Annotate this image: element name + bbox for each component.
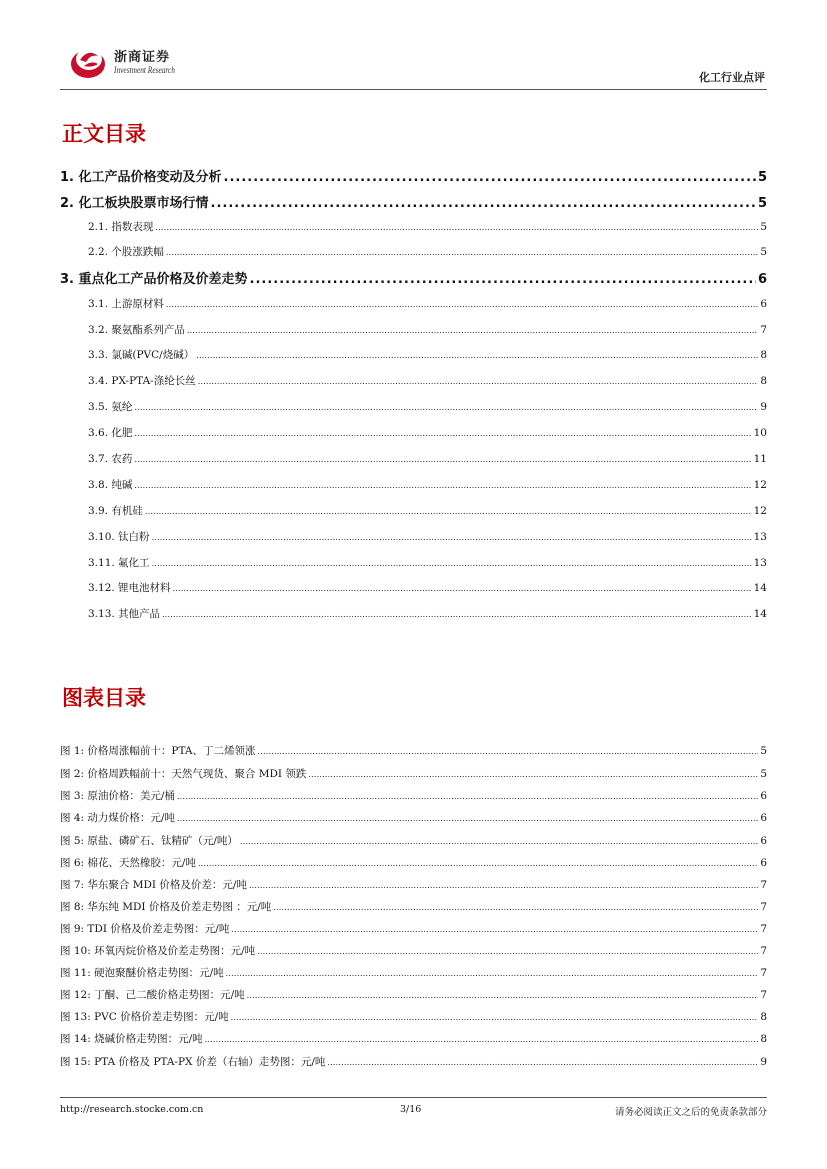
figure-entry[interactable]: 图 6: 棉花、天然橡胶：元/吨 ..... 6	[60, 855, 767, 870]
toc-entry[interactable]: 2.1. 指数表现 ..... 5	[88, 219, 767, 234]
toc-entry[interactable]: 3.4. PX-PTA-涤纶长丝 ..... 8	[88, 373, 767, 388]
figure-entry[interactable]: 图 3: 原油价格：美元/桶 ..... 6	[60, 788, 767, 803]
toc-entry[interactable]: 3.3. 氯碱(PVC/烧碱） ..... 8	[88, 347, 767, 362]
figure-entry[interactable]: 图 8: 华东纯 MDI 价格及价差走势图 ：元/吨 ..... 7	[60, 899, 767, 914]
toc-entry[interactable]: 1. 化工产品价格变动及分析 ..... 5	[60, 166, 767, 185]
toc-entry[interactable]: 3.10. 钛白粉 ..... 13	[88, 529, 767, 544]
report-type: 化工行业点评	[699, 71, 765, 84]
toc-entry[interactable]: 3. 重点化工产品价格及价差走势 ..... 6	[60, 268, 767, 287]
toc-entry[interactable]: 3.12. 锂电池材料 ..... 14	[88, 580, 767, 595]
figure-entry[interactable]: 图 1: 价格周涨幅前十：PTA、丁二烯领涨 ..... 5	[60, 743, 767, 758]
toc-entry[interactable]: 3.7. 农药 ..... 11	[88, 451, 767, 466]
toc-entry[interactable]: 3.5. 氨纶 ..... 9	[88, 399, 767, 414]
company-logo-icon	[68, 42, 108, 82]
toc-entry[interactable]: 3.2. 聚氨酯系列产品 ..... 7	[88, 322, 767, 337]
page-footer	[60, 1097, 767, 1127]
figure-entry[interactable]: 图 11: 硬泡聚醚价格走势图：元/吨 ..... 7	[60, 965, 767, 980]
figure-entry[interactable]: 图 4: 动力煤价格：元/吨 ..... 6	[60, 810, 767, 825]
figure-entry[interactable]: 图 15: PTA 价格及 PTA-PX 价差（右轴）走势图：元/吨 ..... 9	[60, 1054, 767, 1069]
figure-entry[interactable]: 图 12: 丁酮、己二酸价格走势图：元/吨 ..... 7	[60, 987, 767, 1002]
toc-entry[interactable]: 3.6. 化肥 ..... 10	[88, 425, 767, 440]
toc-entry[interactable]: 3.8. 纯碱 ..... 12	[88, 477, 767, 492]
company-name-cn: 浙商证券	[114, 50, 171, 65]
figure-entry[interactable]: 图 13: PVC 价格价差走势图：元/吨 ..... 8	[60, 1009, 767, 1024]
toc-entry[interactable]: 2. 化工板块股票市场行情 ..... 5	[60, 192, 767, 211]
toc-entry[interactable]: 3.1. 上游原材料 ..... 6	[88, 296, 767, 311]
figure-entry[interactable]: 图 2: 价格周跌幅前十：天然气现货、聚合 MDI 领跌 ..... 5	[60, 766, 767, 781]
toc-entry[interactable]: 3.9. 有机硅 ..... 12	[88, 503, 767, 518]
toc-title: 正文目录	[62, 122, 146, 146]
figure-entry[interactable]: 图 7: 华东聚合 MDI 价格及价差：元/吨 ..... 7	[60, 877, 767, 892]
toc-entry[interactable]: 3.13. 其他产品 ..... 14	[88, 606, 767, 621]
figure-entry[interactable]: 图 10: 环氧丙烷价格及价差走势图：元/吨 ..... 7	[60, 943, 767, 958]
page-header	[60, 38, 767, 90]
figure-entry[interactable]: 图 5: 原盐、磷矿石、钛精矿（元/吨） ..... 6	[60, 833, 767, 848]
disclaimer-note: 请务必阅读正文之后的免责条款部分	[614, 1107, 767, 1118]
toc-entry[interactable]: 2.2. 个股涨跌幅 ..... 5	[88, 244, 767, 259]
website-link[interactable]: http://research.stocke.com.cn	[60, 1104, 204, 1115]
toc-entry[interactable]: 3.11. 氟化工 ..... 13	[88, 555, 767, 570]
company-name-en: Investment Research	[114, 65, 176, 75]
figure-entry[interactable]: 图 14: 烧碱价格走势图：元/吨 ..... 8	[60, 1031, 767, 1046]
page-number: 3/16	[400, 1104, 422, 1115]
figure-entry[interactable]: 图 9: TDI 价格及价差走势图：元/吨 ..... 7	[60, 921, 767, 936]
figure-list-title: 图表目录	[62, 686, 146, 710]
